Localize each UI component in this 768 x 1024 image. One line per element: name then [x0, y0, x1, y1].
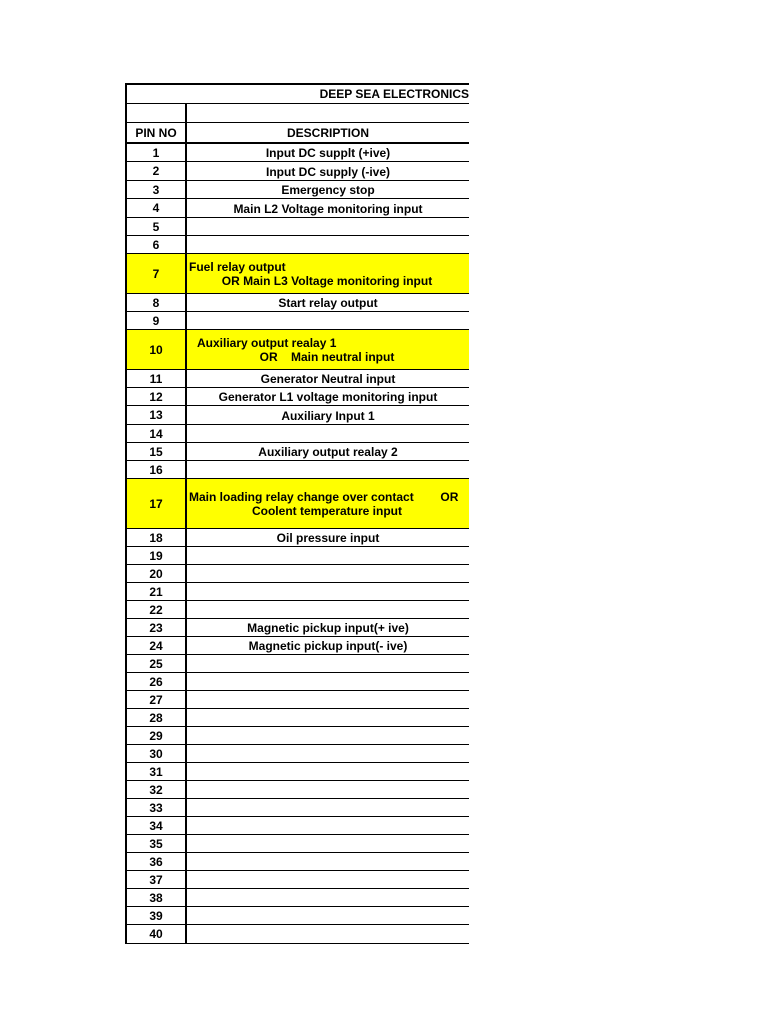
- description-line: Main L2 Voltage monitoring input: [233, 201, 423, 216]
- table-row: [125, 817, 469, 835]
- pin-description: [187, 727, 469, 744]
- table-row: [125, 745, 469, 763]
- description-line: Generator Neutral input: [260, 372, 396, 386]
- description-line: Emergency stop: [281, 183, 375, 197]
- table-row: [125, 144, 469, 162]
- table-row: [125, 461, 469, 479]
- pin-description: [187, 925, 469, 943]
- pin-number: 31: [127, 763, 187, 780]
- pin-description: [187, 388, 469, 405]
- pin-number: 24: [127, 637, 187, 654]
- pin-number: 3: [127, 181, 187, 198]
- table-row: [125, 330, 469, 370]
- pin-description: [187, 799, 469, 816]
- table-row: [125, 637, 469, 655]
- description-line: Auxiliary output realay 1: [197, 335, 337, 350]
- pin-number: 34: [127, 817, 187, 834]
- table-row: [125, 601, 469, 619]
- pin-description: [187, 583, 469, 600]
- table-row: [125, 199, 469, 218]
- table-row: [125, 181, 469, 199]
- pin-number: 35: [127, 835, 187, 852]
- description-line: Magnetic pickup input(+ ive): [247, 621, 409, 635]
- table-row: [125, 871, 469, 889]
- table-row: [125, 529, 469, 547]
- pin-description: [187, 817, 469, 834]
- pin-description: [187, 144, 469, 161]
- pin-number: 16: [127, 461, 187, 478]
- pin-description: [187, 425, 469, 442]
- table-row: [125, 388, 469, 406]
- description-line: Coolent temperature input: [251, 503, 402, 518]
- pin-column-header: PIN NO: [127, 123, 187, 142]
- pin-description: [187, 218, 469, 235]
- table-row: [125, 406, 469, 425]
- pin-description: [187, 637, 469, 654]
- table-row: [125, 691, 469, 709]
- table-row: [125, 853, 469, 871]
- pin-number: 29: [127, 727, 187, 744]
- table-row: [125, 254, 469, 294]
- pin-number: 36: [127, 853, 187, 870]
- pin-number: 23: [127, 619, 187, 636]
- description-line: Start relay output: [278, 296, 378, 310]
- pin-description: [187, 565, 469, 582]
- header-row: [125, 123, 469, 144]
- pin-number: 7: [127, 254, 187, 293]
- table-row: [125, 312, 469, 330]
- pin-number: 20: [127, 565, 187, 582]
- pin-number: 18: [127, 529, 187, 546]
- table-row: [125, 925, 469, 944]
- pin-description: [187, 236, 469, 253]
- pin-number: 10: [127, 330, 187, 369]
- pin-description: [187, 406, 469, 424]
- pin-number: 39: [127, 907, 187, 924]
- pin-description: [187, 907, 469, 924]
- pin-number: 30: [127, 745, 187, 762]
- pin-number: 37: [127, 871, 187, 888]
- title-row: [125, 83, 469, 104]
- pin-number: 8: [127, 294, 187, 311]
- pin-description: [187, 601, 469, 618]
- pin-description: [187, 781, 469, 798]
- table-row: [125, 619, 469, 637]
- pin-description: [187, 162, 469, 180]
- description-line: Fuel relay output: [189, 259, 286, 274]
- pin-description: [187, 691, 469, 708]
- table-row: [125, 565, 469, 583]
- pin-number: 28: [127, 709, 187, 726]
- table-row: [125, 709, 469, 727]
- pin-number: 25: [127, 655, 187, 672]
- pin-number: 19: [127, 547, 187, 564]
- pin-number: 4: [127, 199, 187, 217]
- table-row: [125, 294, 469, 312]
- description-line: Input DC supply (-ive): [266, 164, 390, 179]
- pin-number: 22: [127, 601, 187, 618]
- description-line: Auxiliary Input 1: [281, 408, 375, 423]
- pin-description: [187, 294, 469, 311]
- table-row: [125, 479, 469, 529]
- pin-description: [187, 655, 469, 672]
- pin-number: 5: [127, 218, 187, 235]
- pin-description: [187, 443, 469, 460]
- table-row: [125, 673, 469, 691]
- table-row: [125, 162, 469, 181]
- pin-description: [187, 763, 469, 780]
- pin-description: [187, 330, 469, 369]
- pin-description: [187, 370, 469, 387]
- pin-description: [187, 871, 469, 888]
- table-row: [125, 763, 469, 781]
- blank-row: [125, 104, 469, 123]
- table-row: [125, 781, 469, 799]
- description-line: Auxiliary output realay 2: [258, 445, 398, 459]
- blank-pin-cell: [127, 104, 187, 122]
- pin-number: 13: [127, 406, 187, 424]
- pin-description: [187, 709, 469, 726]
- sheet-title: DEEP SEA ELECTRONICS: [319, 87, 469, 101]
- table-row: [125, 218, 469, 236]
- description-line: Main loading relay change over contact OR: [189, 489, 459, 504]
- pin-number: 15: [127, 443, 187, 460]
- pin-description: [187, 461, 469, 478]
- pinout-sheet: [125, 83, 469, 944]
- description-line: OR Main neutral input: [259, 349, 395, 364]
- pin-number: 32: [127, 781, 187, 798]
- table-row: [125, 583, 469, 601]
- pin-number: 9: [127, 312, 187, 329]
- pin-description: [187, 835, 469, 852]
- description-line: Generator L1 voltage monitoring input: [218, 390, 438, 404]
- pin-number: 17: [127, 479, 187, 528]
- table-row: [125, 236, 469, 254]
- pin-description: [187, 889, 469, 906]
- table-row: [125, 907, 469, 925]
- table-row: [125, 835, 469, 853]
- pin-number: 21: [127, 583, 187, 600]
- pin-number: 2: [127, 162, 187, 180]
- pin-description: [187, 619, 469, 636]
- description-column-header: DESCRIPTION: [286, 126, 369, 140]
- pin-number: 11: [127, 370, 187, 387]
- pin-number: 26: [127, 673, 187, 690]
- table-row: [125, 799, 469, 817]
- table-row: [125, 727, 469, 745]
- pin-number: 27: [127, 691, 187, 708]
- pin-description: [187, 199, 469, 217]
- description-line: Oil pressure input: [276, 531, 380, 545]
- pin-number: 6: [127, 236, 187, 253]
- pin-number: 12: [127, 388, 187, 405]
- pin-description: [187, 745, 469, 762]
- pin-number: 1: [127, 144, 187, 161]
- pin-number: 38: [127, 889, 187, 906]
- pin-description: [187, 853, 469, 870]
- pin-description: [187, 254, 469, 293]
- pin-description: [187, 181, 469, 198]
- pin-number: 40: [127, 925, 187, 943]
- pin-description: [187, 529, 469, 546]
- pin-description: [187, 479, 469, 528]
- pin-number: 33: [127, 799, 187, 816]
- table-row: [125, 655, 469, 673]
- description-line: Input DC supplt (+ive): [265, 146, 391, 160]
- description-line: Magnetic pickup input(- ive): [248, 639, 408, 653]
- table-row: [125, 443, 469, 461]
- pin-rows: [125, 144, 469, 944]
- table-row: [125, 889, 469, 907]
- description-line: OR Main L3 Voltage monitoring input: [221, 273, 433, 288]
- table-row: [125, 425, 469, 443]
- pin-description: [187, 547, 469, 564]
- pin-description: [187, 673, 469, 690]
- table-row: [125, 547, 469, 565]
- pin-number: 14: [127, 425, 187, 442]
- table-row: [125, 370, 469, 388]
- pin-description: [187, 312, 469, 329]
